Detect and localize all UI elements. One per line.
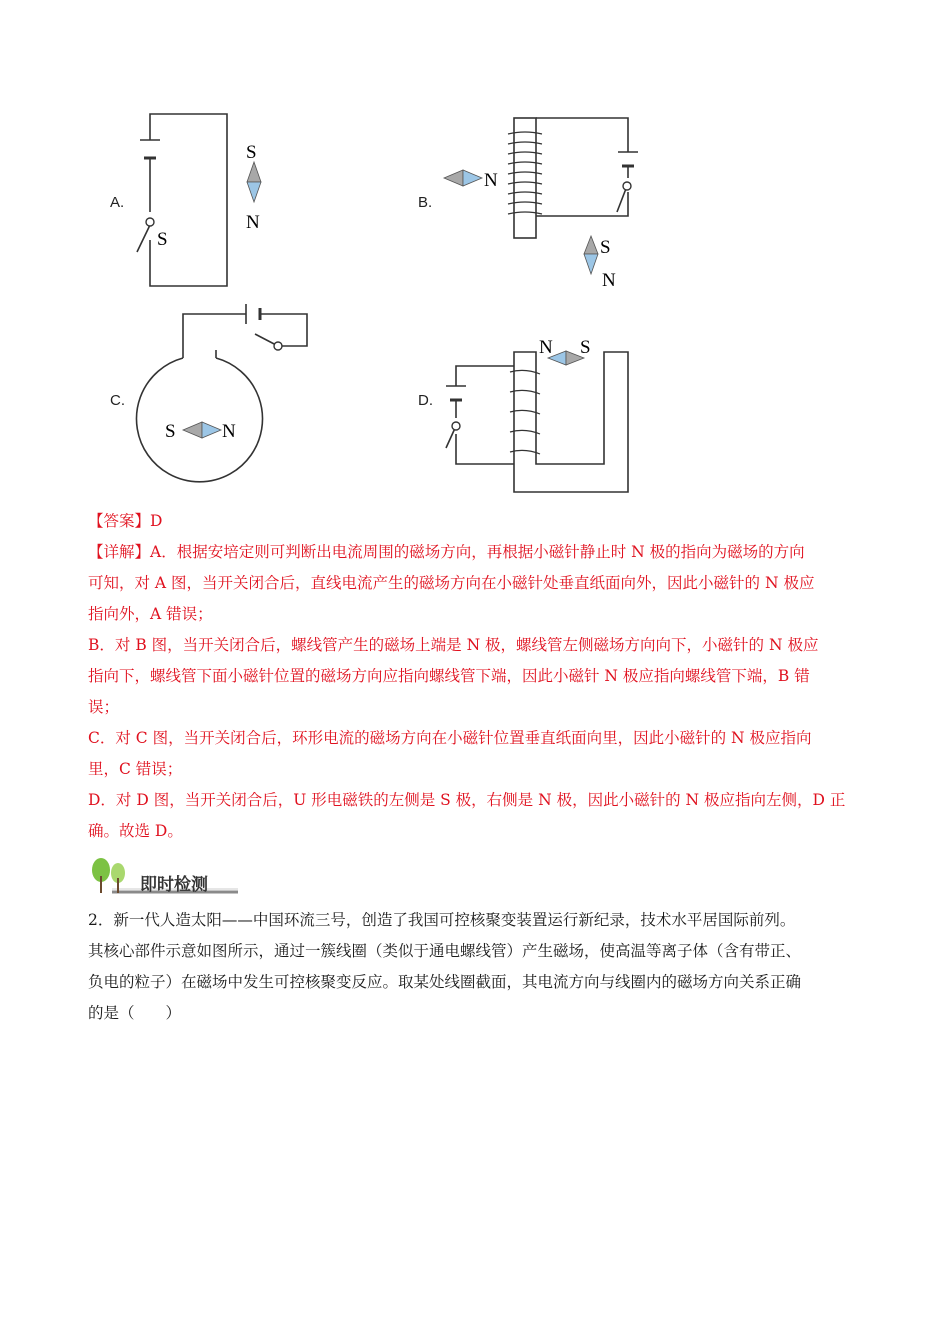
detail-line: C．对 C 图，当开关闭合后，环形电流的磁场方向在小磁针位置垂直纸面向里，因此小磁针的 N 极应指向 xyxy=(88,729,812,747)
option-a-label: A. xyxy=(110,194,125,211)
question-line: 2．新一代人造太阳——中国环流三号，创造了我国可控核聚变装置运行新纪录，技术水平居国际前列。 xyxy=(88,911,796,929)
answer-explanation xyxy=(88,506,868,847)
figure-d-u-magnet xyxy=(440,330,640,500)
figure-a-pole-top: S xyxy=(246,142,257,163)
answer-line: 【答案】D xyxy=(88,512,163,530)
detail-line: 指向下，螺线管下面小磁针位置的磁场方向应指向螺线管下端，因此小磁针 N 极应指向螺线管下端，B 错 xyxy=(88,667,810,685)
figure-b-needle2-bottom: N xyxy=(602,270,616,288)
figure-a-switch-label: S xyxy=(157,229,168,250)
detail-line: 可知，对 A 图，当开关闭合后，直线电流产生的磁场方向在小磁针处垂直纸面向外，因此小磁针的 N 极应 xyxy=(88,574,815,592)
option-d-label: D. xyxy=(418,392,433,409)
figure-d-pole-left: N xyxy=(539,337,553,358)
option-c-label: C. xyxy=(110,392,125,409)
tree-icon xyxy=(92,858,125,893)
detail-line: 指向外，A 错误； xyxy=(88,605,213,623)
figure-c-pole-right: N xyxy=(222,421,236,442)
question-2 xyxy=(88,905,868,1029)
figure-c-loop xyxy=(130,298,320,498)
detail-line: 【详解】A．根据安培定则可判断出电流周围的磁场方向，再根据小磁针静止时 N 极的指向为磁场的方向 xyxy=(88,543,805,561)
figure-a-circuit xyxy=(120,100,310,300)
question-line: 负电的粒子）在磁场中发生可控核聚变反应。取某处线圈截面，其电流方向与线圈内的磁场方向关系正确 xyxy=(88,973,802,991)
detail-line: 误； xyxy=(88,698,120,716)
detail-line: D．对 D 图，当开关闭合后，U 形电磁铁的左侧是 S 极，右侧是 N 极，因此小磁针的 N 极应指向左侧，D 正 xyxy=(88,791,846,809)
figure-a-pole-bottom: N xyxy=(246,212,260,233)
detail-line: 里，C 错误； xyxy=(88,760,183,778)
detail-line: B．对 B 图，当开关闭合后，螺线管产生的磁场上端是 N 极，螺线管左侧磁场方向向下，小磁针的 N 极应 xyxy=(88,636,819,654)
section-title: 即时检测 xyxy=(140,875,208,895)
figure-b-solenoid xyxy=(438,108,658,288)
question-line: 其核心部件示意如图所示，通过一簇线圈（类似于通电螺线管）产生磁场，使高温等离子体（含有带正、 xyxy=(88,942,802,960)
question-line: 的是（ ） xyxy=(88,1004,182,1022)
option-b-label: B. xyxy=(418,194,433,211)
figure-c-pole-left: S xyxy=(165,421,176,442)
figure-d-pole-right: S xyxy=(580,337,591,358)
figure-b-needle1-pole: N xyxy=(484,170,498,191)
detail-line: 确。故选 D。 xyxy=(88,822,183,840)
figure-b-needle2-top: S xyxy=(600,237,611,258)
